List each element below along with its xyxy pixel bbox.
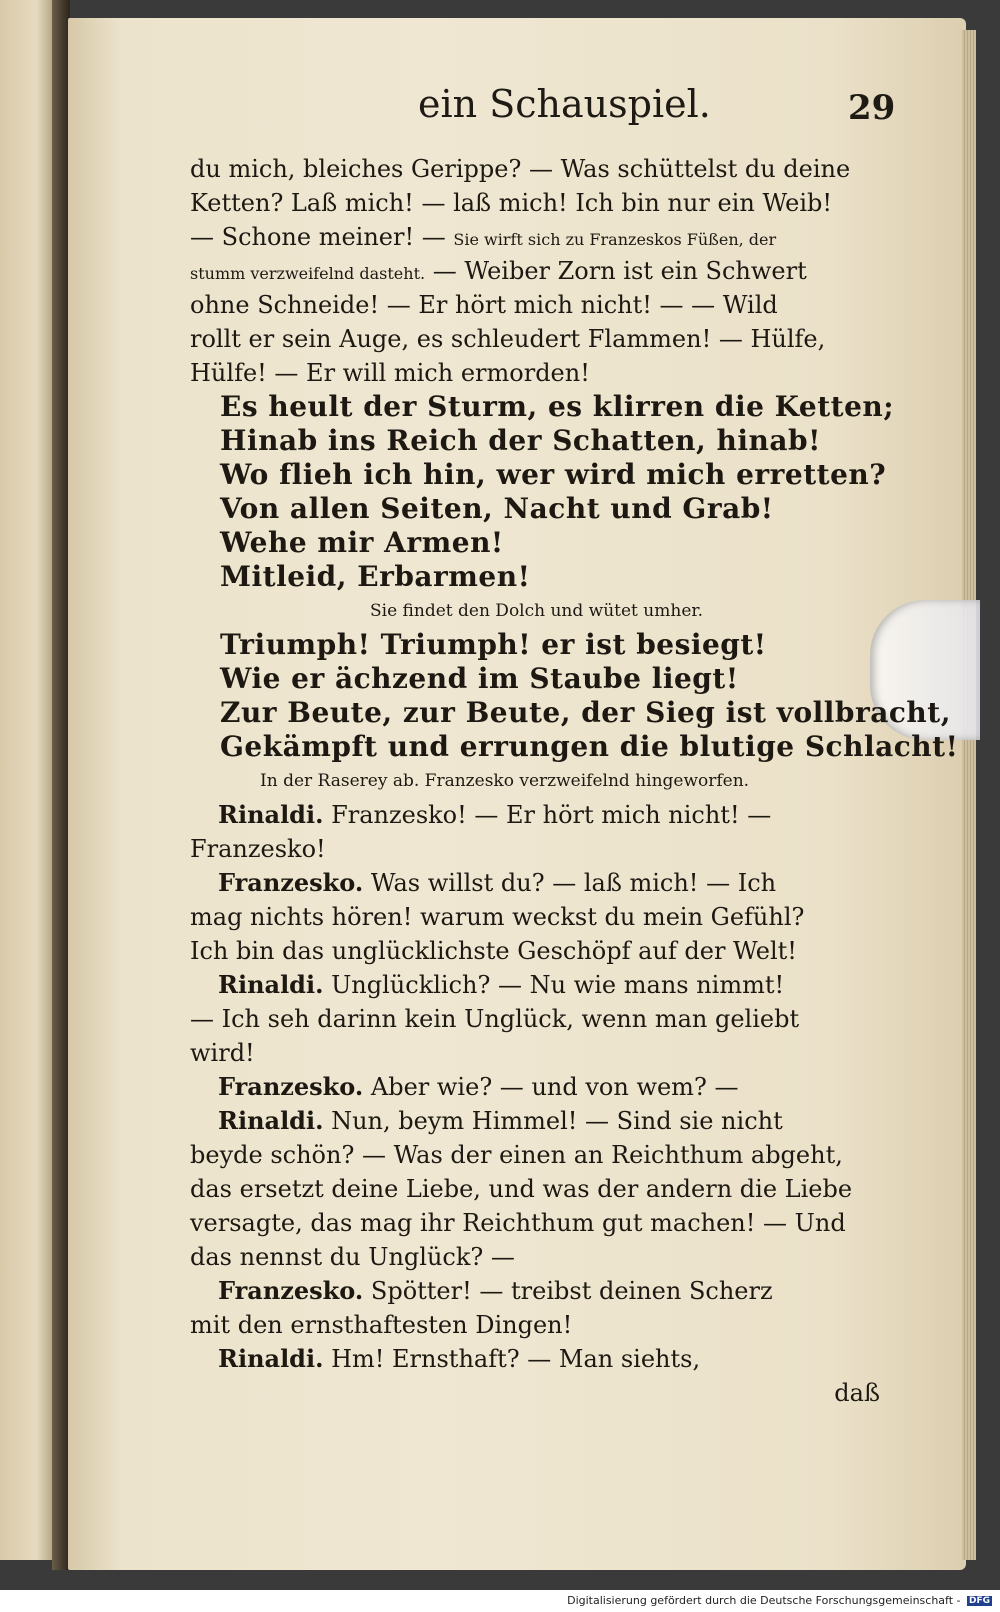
stage-direction: Sie wirft sich zu Franzeskos Füßen, der (453, 230, 777, 249)
text-line: mit den ernsthaftesten Dingen! (190, 1311, 573, 1339)
stage-direction: Sie findet den Dolch und wütet umher. (370, 601, 704, 621)
verse-line: Es heult der Sturm, es klirren die Ketten; (220, 390, 895, 423)
verse-line: Triumph! Triumph! er ist besiegt! (220, 628, 767, 661)
text-line: Rinaldi. Hm! Ernsthaft? — Man siehts, (218, 1344, 701, 1373)
page-number: 29 (848, 88, 896, 128)
text-line: Rinaldi. Unglücklich? — Nu wie mans nimmt! (218, 970, 785, 999)
text-line: Franzesko! (190, 835, 326, 863)
verse-line: Mitleid, Erbarmen! (220, 560, 531, 593)
text-line: ohne Schneide! — Er hört mich nicht! — — Wild (190, 291, 778, 319)
text-line: Rinaldi. Nun, beym Himmel! — Sind sie nicht (218, 1106, 783, 1135)
text-line: Franzesko. Spötter! — treibst deinen Scherz (218, 1276, 773, 1305)
page-stack-edge (962, 30, 976, 1560)
text-line: wird! (190, 1039, 255, 1067)
speaker-name: Rinaldi. (218, 800, 324, 829)
speaker-name: Franzesko. (218, 1276, 364, 1305)
text-line: Franzesko. Aber wie? — und von wem? — (218, 1072, 739, 1101)
text-line: — Schone meiner! — Sie wirft sich zu Franzeskos Füßen, der (190, 223, 777, 251)
text-line: Hülfe! — Er will mich ermorden! (190, 359, 590, 387)
speaker-name: Rinaldi. (218, 970, 324, 999)
stage-direction: In der Raserey ab. Franzesko verzweifelnd hingeworfen. (260, 771, 750, 791)
digitization-credit (567, 1594, 992, 1607)
verse-line: Wehe mir Armen! (220, 526, 504, 559)
text-line: du mich, bleiches Gerippe? — Was schüttelst du deine (190, 155, 851, 183)
text-line: rollt er sein Auge, es schleudert Flammen! — Hülfe, (190, 325, 826, 353)
verse-line: Zur Beute, zur Beute, der Sieg ist vollbracht, (220, 696, 951, 729)
verse-line: Wie er ächzend im Staube liegt! (220, 662, 739, 695)
previous-page-edge (0, 0, 52, 1560)
credit-text: Digitalisierung gefördert durch die Deutsche Forschungsgemeinschaft - (567, 1594, 961, 1607)
text-line: beyde schön? — Was der einen an Reichthum abgeht, (190, 1141, 843, 1169)
text-line: Franzesko. Was willst du? — laß mich! — Ich (218, 868, 777, 897)
verse-line: Von allen Seiten, Nacht und Grab! (220, 492, 774, 525)
text-line: das nennst du Unglück? — (190, 1243, 515, 1271)
dfg-logo: DFG (968, 1596, 990, 1606)
catchword: daß (834, 1379, 880, 1407)
speaker-name: Franzesko. (218, 868, 364, 897)
text-line: das ersetzt deine Liebe, und was der andern die Liebe (190, 1175, 853, 1203)
text-line: Ich bin das unglücklichste Geschöpf auf der Welt! (190, 937, 797, 965)
text-line: mag nichts hören! warum weckst du mein Gefühl? (190, 903, 805, 931)
page-body (190, 152, 959, 1410)
speaker-name: Rinaldi. (218, 1344, 324, 1373)
text-line: stumm verzweifelnd dasteht. — Weiber Zorn ist ein Schwert (190, 257, 807, 285)
text-line: versagte, das mag ihr Reichthum gut machen! — Und (190, 1209, 846, 1237)
verse-line: Wo flieh ich hin, wer wird mich erretten? (220, 458, 887, 491)
speaker-name: Rinaldi. (218, 1106, 324, 1135)
text-line: Rinaldi. Franzesko! — Er hört mich nicht! — (218, 800, 772, 829)
running-title: ein Schauspiel. (418, 82, 711, 126)
text-line: Ketten? Laß mich! — laß mich! Ich bin nur ein Weib! (190, 189, 833, 217)
stage-direction: stumm verzweifelnd dasteht. (190, 264, 426, 283)
speaker-name: Franzesko. (218, 1072, 364, 1101)
text-line: — Ich seh darinn kein Unglück, wenn man geliebt (190, 1005, 800, 1033)
page-header (68, 82, 966, 142)
verse-line: Hinab ins Reich der Schatten, hinab! (220, 424, 821, 457)
verse-line: Gekämpft und errungen die blutige Schlacht! (220, 730, 959, 763)
